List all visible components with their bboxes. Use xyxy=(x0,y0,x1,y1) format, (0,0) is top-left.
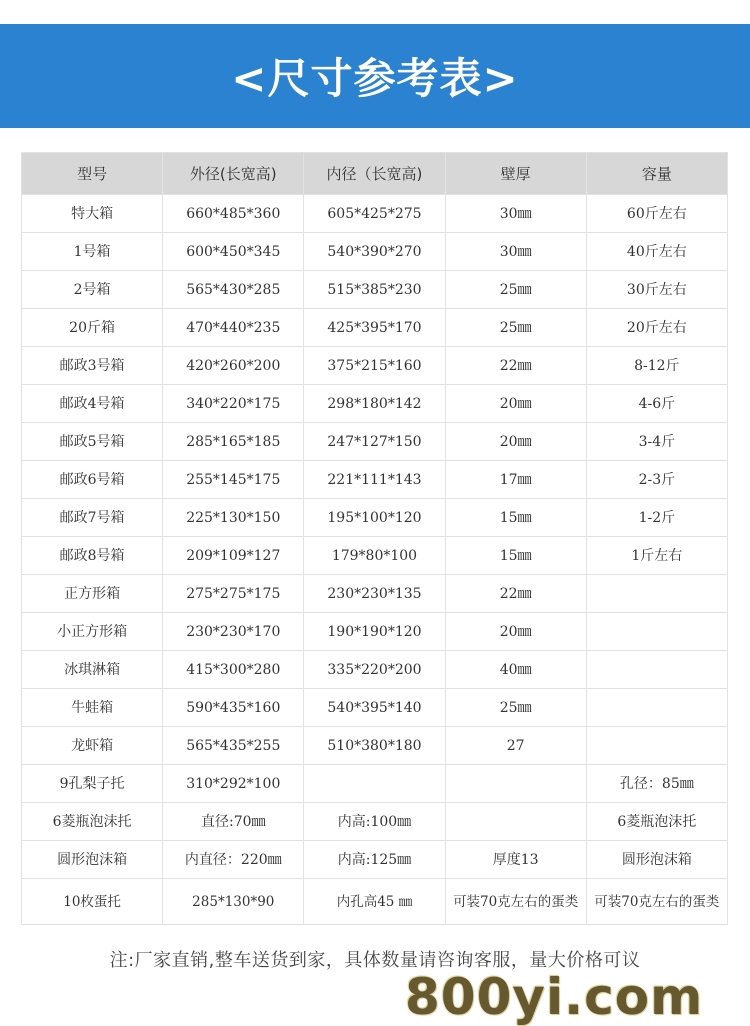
table-cell: 27 xyxy=(445,727,586,765)
table-cell: 10枚蛋托 xyxy=(22,879,163,925)
table-cell xyxy=(586,613,727,651)
table-row xyxy=(22,727,728,765)
table-cell: 470*440*235 xyxy=(163,309,304,347)
table-cell: 厚度13 xyxy=(445,841,586,879)
table-cell: 247*127*150 xyxy=(304,423,445,461)
table-row xyxy=(22,803,728,841)
table-cell: 1斤左右 xyxy=(586,537,727,575)
page-title: <尺寸参考表> xyxy=(231,54,519,103)
table-cell: 9孔梨子托 xyxy=(22,765,163,803)
watermark: 800yi.com xyxy=(405,968,704,1026)
table-cell: 40㎜ xyxy=(445,651,586,689)
table-cell: 冰琪淋箱 xyxy=(22,651,163,689)
table-cell: 6菱瓶泡沫托 xyxy=(22,803,163,841)
table-cell: 420*260*200 xyxy=(163,347,304,385)
table-cell: 179*80*100 xyxy=(304,537,445,575)
table-row xyxy=(22,651,728,689)
table-row xyxy=(22,879,728,925)
table-cell: 龙虾箱 xyxy=(22,727,163,765)
table-header-row xyxy=(22,153,728,195)
table-cell: 195*100*120 xyxy=(304,499,445,537)
table-cell: 335*220*200 xyxy=(304,651,445,689)
table-cell: 20㎜ xyxy=(445,385,586,423)
table-cell: 425*395*170 xyxy=(304,309,445,347)
table-cell: 3-4斤 xyxy=(586,423,727,461)
table-cell: 605*425*275 xyxy=(304,195,445,233)
table-cell: 2-3斤 xyxy=(586,461,727,499)
table-cell: 600*450*345 xyxy=(163,233,304,271)
table-cell xyxy=(586,727,727,765)
table-cell: 22㎜ xyxy=(445,575,586,613)
table-row xyxy=(22,689,728,727)
table-cell: 590*435*160 xyxy=(163,689,304,727)
table-cell: 20斤箱 xyxy=(22,309,163,347)
table-row xyxy=(22,537,728,575)
table-cell: 565*430*285 xyxy=(163,271,304,309)
table-row xyxy=(22,309,728,347)
table-cell: 565*435*255 xyxy=(163,727,304,765)
table-cell: 20斤左右 xyxy=(586,309,727,347)
column-header: 外径(长宽高) xyxy=(163,153,304,195)
title-banner xyxy=(0,24,750,128)
table-cell: 1号箱 xyxy=(22,233,163,271)
column-header: 型号 xyxy=(22,153,163,195)
table-cell: 30㎜ xyxy=(445,233,586,271)
table-cell: 内孔高45 ㎜ xyxy=(304,879,445,925)
table-cell: 邮政8号箱 xyxy=(22,537,163,575)
table-row xyxy=(22,271,728,309)
table-cell: 515*385*230 xyxy=(304,271,445,309)
table-cell: 20㎜ xyxy=(445,423,586,461)
table-cell: 230*230*135 xyxy=(304,575,445,613)
table-cell: 邮政3号箱 xyxy=(22,347,163,385)
table-cell: 内直径：220㎜ xyxy=(163,841,304,879)
table-cell: 6菱瓶泡沫托 xyxy=(586,803,727,841)
table-cell: 小正方形箱 xyxy=(22,613,163,651)
table-row xyxy=(22,575,728,613)
table-cell: 540*390*270 xyxy=(304,233,445,271)
table-cell: 邮政4号箱 xyxy=(22,385,163,423)
footer-note: 注:厂家直销,整车送货到家，具体数量请咨询客服，量大价格可议 xyxy=(109,950,641,971)
table-cell: 190*190*120 xyxy=(304,613,445,651)
table-cell xyxy=(586,689,727,727)
table-cell: 15㎜ xyxy=(445,537,586,575)
table-cell: 1-2斤 xyxy=(586,499,727,537)
table-cell: 255*145*175 xyxy=(163,461,304,499)
size-table xyxy=(21,152,728,925)
table-row xyxy=(22,841,728,879)
table-cell: 40斤左右 xyxy=(586,233,727,271)
table-cell: 22㎜ xyxy=(445,347,586,385)
table-cell xyxy=(586,651,727,689)
column-header: 壁厚 xyxy=(445,153,586,195)
table-cell: 225*130*150 xyxy=(163,499,304,537)
table-cell: 牛蛙箱 xyxy=(22,689,163,727)
table-cell: 540*395*140 xyxy=(304,689,445,727)
table-cell: 298*180*142 xyxy=(304,385,445,423)
table-cell: 25㎜ xyxy=(445,271,586,309)
table-cell: 415*300*280 xyxy=(163,651,304,689)
table-cell: 510*380*180 xyxy=(304,727,445,765)
table-cell: 邮政6号箱 xyxy=(22,461,163,499)
table-cell: 20㎜ xyxy=(445,613,586,651)
table-cell: 正方形箱 xyxy=(22,575,163,613)
table-row xyxy=(22,613,728,651)
table-row xyxy=(22,233,728,271)
table-cell: 15㎜ xyxy=(445,499,586,537)
table-cell: 285*130*90 xyxy=(163,879,304,925)
table-cell: 邮政5号箱 xyxy=(22,423,163,461)
table-cell: 圆形泡沫箱 xyxy=(586,841,727,879)
table-cell: 特大箱 xyxy=(22,195,163,233)
table-cell: 285*165*185 xyxy=(163,423,304,461)
table-cell: 8-12斤 xyxy=(586,347,727,385)
table-cell: 孔径：85㎜ xyxy=(586,765,727,803)
table-row xyxy=(22,765,728,803)
table-cell: 60斤左右 xyxy=(586,195,727,233)
table-cell: 内高:125㎜ xyxy=(304,841,445,879)
table-cell: 内高:100㎜ xyxy=(304,803,445,841)
table-cell: 660*485*360 xyxy=(163,195,304,233)
table-cell: 221*111*143 xyxy=(304,461,445,499)
table-cell: 直径:70㎜ xyxy=(163,803,304,841)
table-cell xyxy=(586,575,727,613)
table-cell: 375*215*160 xyxy=(304,347,445,385)
table-cell: 25㎜ xyxy=(445,689,586,727)
table-cell: 可装70克左右的蛋类 xyxy=(445,879,586,925)
table-cell: 17㎜ xyxy=(445,461,586,499)
table-cell: 4-6斤 xyxy=(586,385,727,423)
table-row xyxy=(22,499,728,537)
table-row xyxy=(22,195,728,233)
table-cell: 340*220*175 xyxy=(163,385,304,423)
table-row xyxy=(22,423,728,461)
table-cell xyxy=(304,765,445,803)
table-cell xyxy=(445,803,586,841)
table-cell: 209*109*127 xyxy=(163,537,304,575)
table-cell: 2号箱 xyxy=(22,271,163,309)
table-cell: 230*230*170 xyxy=(163,613,304,651)
table-row xyxy=(22,347,728,385)
table-cell: 30斤左右 xyxy=(586,271,727,309)
table-cell: 可装70克左右的蛋类 xyxy=(586,879,727,925)
table-cell: 邮政7号箱 xyxy=(22,499,163,537)
column-header: 容量 xyxy=(586,153,727,195)
table-row xyxy=(22,461,728,499)
table-cell: 275*275*175 xyxy=(163,575,304,613)
table-cell: 310*292*100 xyxy=(163,765,304,803)
table-row xyxy=(22,385,728,423)
table-cell: 25㎜ xyxy=(445,309,586,347)
table-cell: 30㎜ xyxy=(445,195,586,233)
table-cell xyxy=(445,765,586,803)
column-header: 内径（长宽高) xyxy=(304,153,445,195)
table-cell: 圆形泡沫箱 xyxy=(22,841,163,879)
